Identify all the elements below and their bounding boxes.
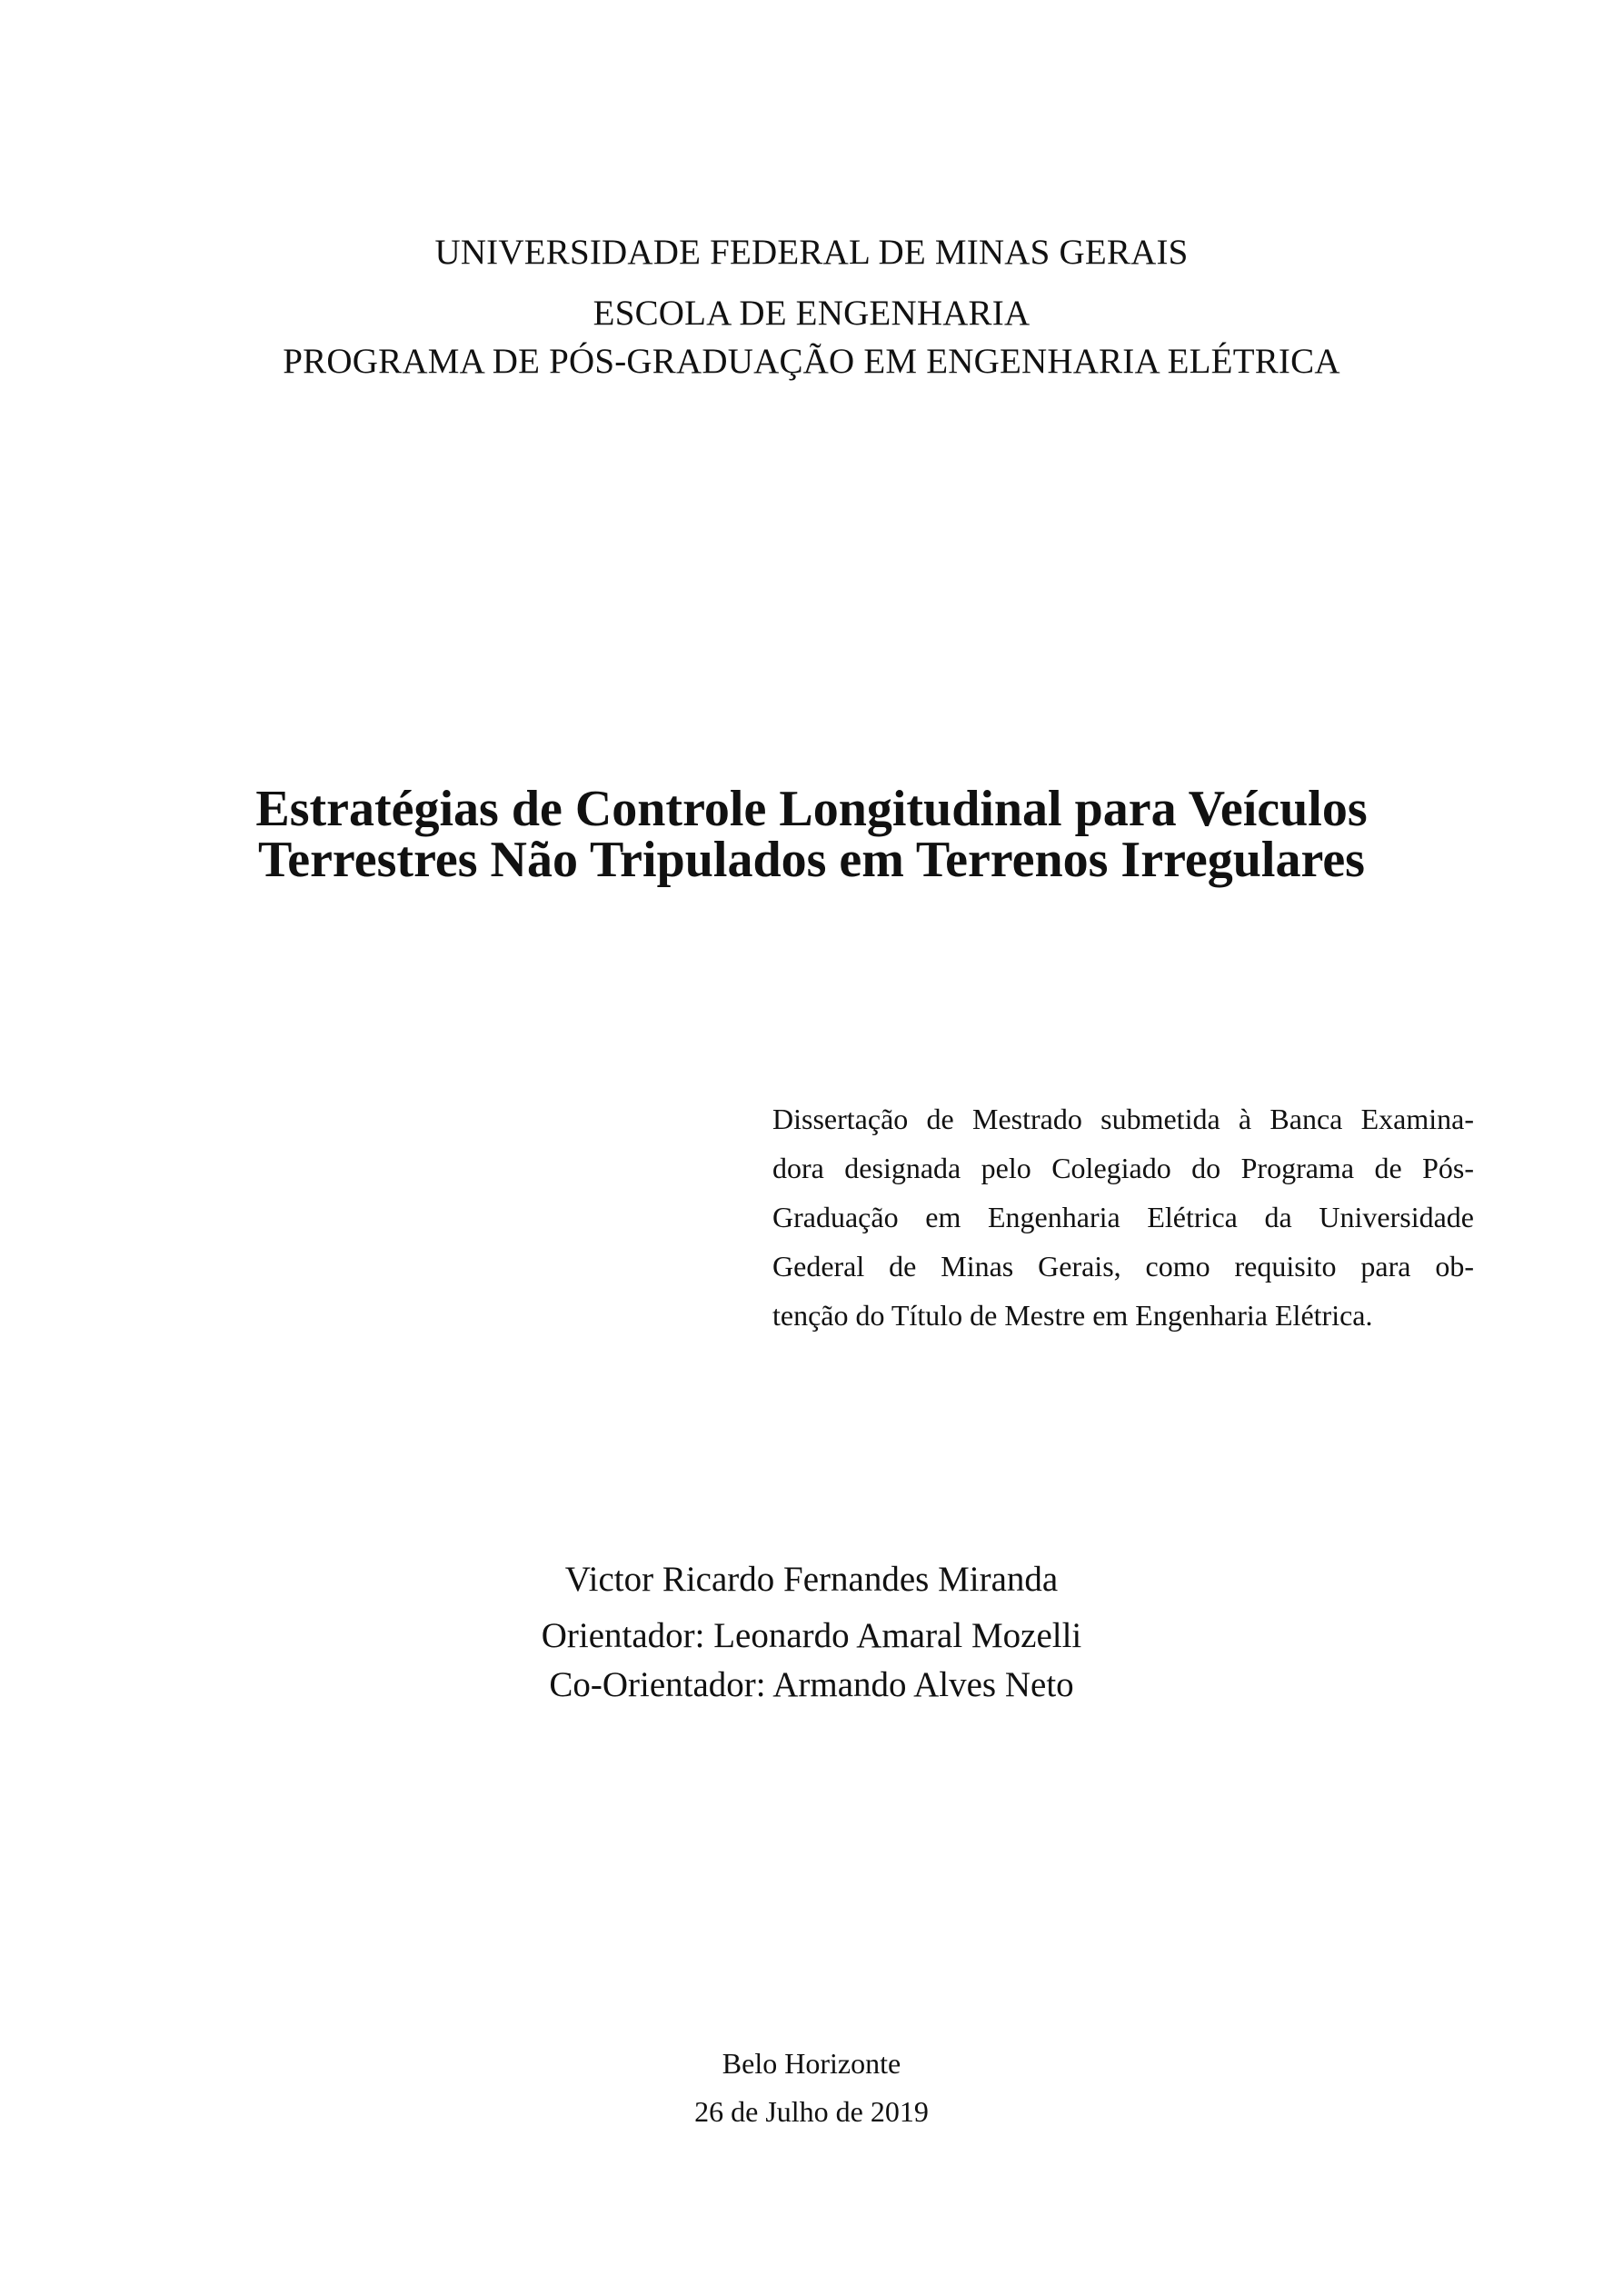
description-line: Dissertação de Mestrado submetida à Banca Examina- (772, 1103, 1474, 1135)
description-line: Graduação em Engenharia Elétrica da Universidade (772, 1201, 1474, 1233)
description-line: tenção do Título de Mestre em Engenharia Elétrica. (772, 1299, 1373, 1332)
advisor-name: Orientador: Leonardo Amaral Mozelli (541, 1616, 1082, 1655)
university-name: UNIVERSIDADE FEDERAL DE MINAS GERAIS (434, 233, 1189, 272)
school-name: ESCOLA DE ENGENHARIA (592, 294, 1031, 333)
description-line: dora designada pelo Colegiado do Programa de Pós- (772, 1152, 1474, 1184)
thesis-title-line-1: Estratégias de Controle Longitudinal para Veículos (255, 781, 1368, 837)
author-name: Victor Ricardo Fernandes Miranda (564, 1560, 1059, 1599)
program-name: PROGRAMA DE PÓS-GRADUAÇÃO EM ENGENHARIA ELÉTRICA (283, 342, 1340, 381)
description-line: Gederal de Minas Gerais, como requisito para ob- (772, 1250, 1474, 1283)
co-advisor-name: Co-Orientador: Armando Alves Neto (549, 1665, 1074, 1704)
thesis-title-line-2: Terrestres Não Tripulados em Terrenos Irregulares (258, 832, 1365, 888)
dissertation-description (772, 1094, 1474, 1340)
date: 26 de Julho de 2019 (694, 2095, 929, 2128)
city: Belo Horizonte (722, 2047, 901, 2080)
